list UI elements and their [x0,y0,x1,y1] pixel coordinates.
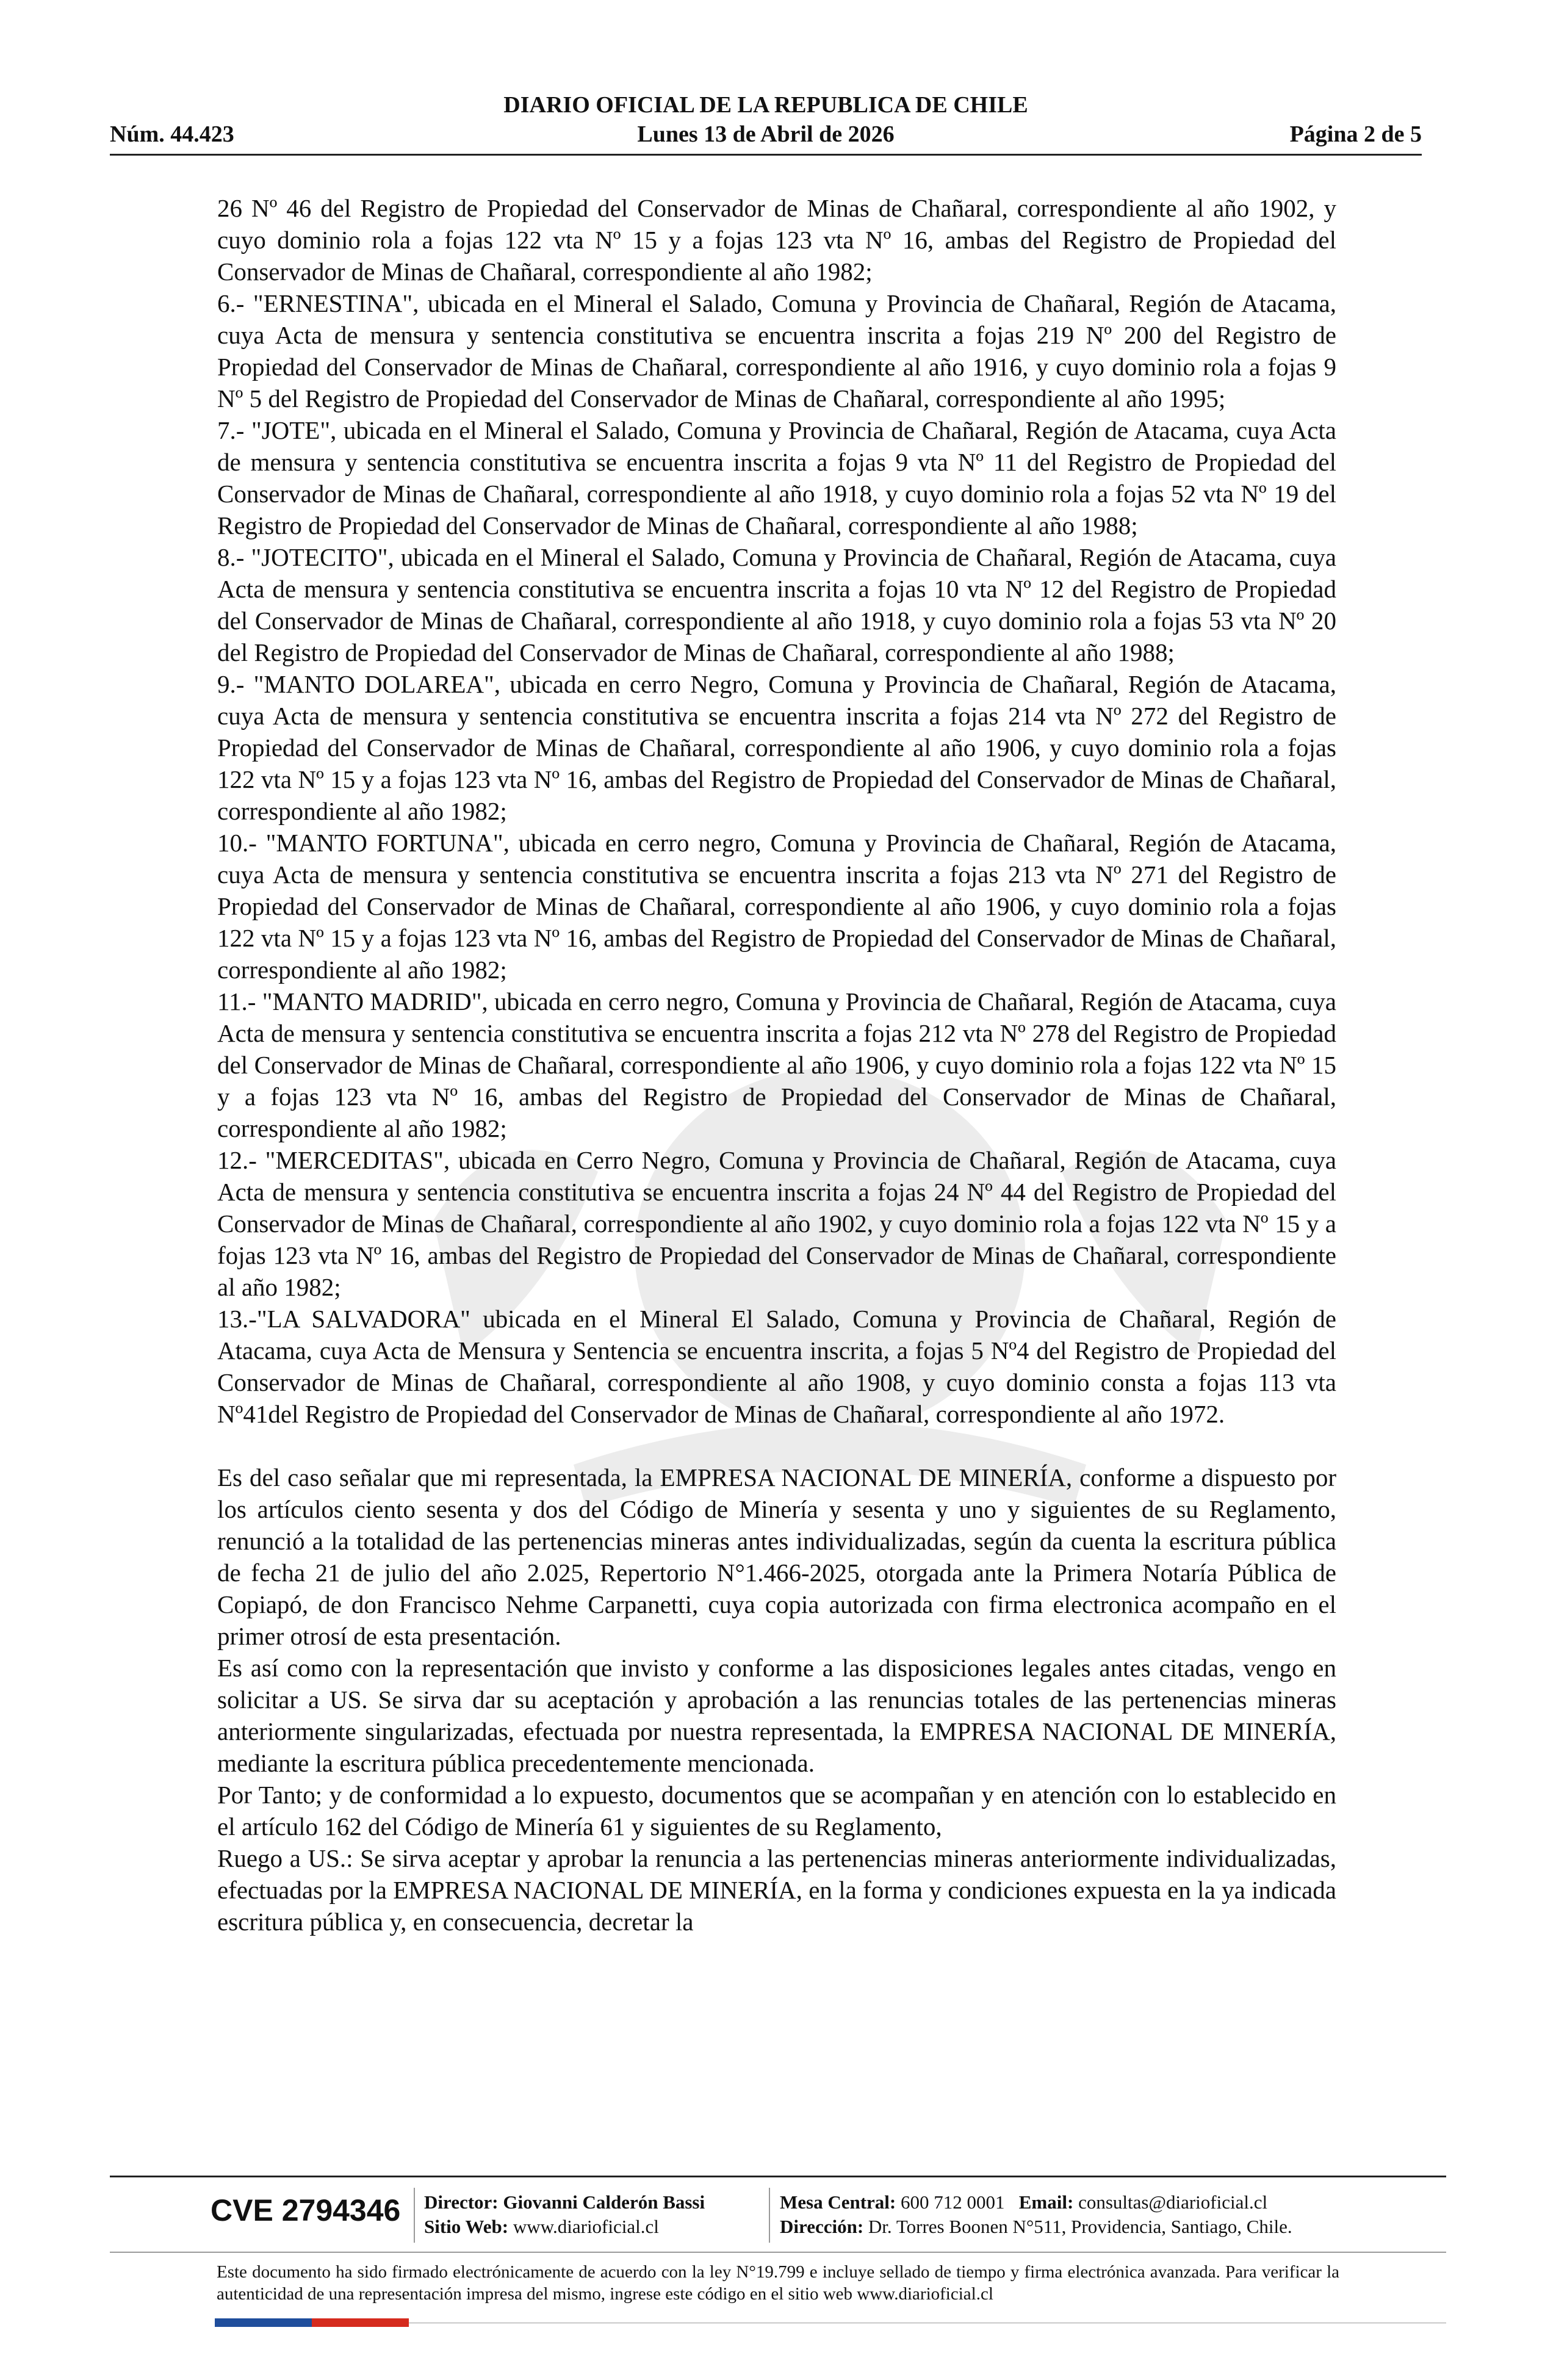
paragraph: Es del caso señalar que mi representada, la EMPRESA NACIONAL DE MINERÍA, conforme a dispuesto por los artículos ciento sesenta y dos del Código de Minería y sesenta y uno y siguientes de su Reglamento, renunció a la totalidad de las pertenencias mineras antes individualizadas, según da cuenta la escritura pública de fecha 21 de julio del año 2.025, Repertorio N°1.466-2025, otorgada ante la Primera Notaría Pública de Copiapó, de don Francisco Nehme Carpanetti, cuya copia autorizada con firma electronica acompaño en el primer otrosí de esta presentación. [217,1463,1336,1650]
page-footer [110,2176,1446,2334]
footer-separator [769,2188,770,2243]
address-label: Dirección: [780,2216,864,2237]
paragraph: Por Tanto; y de conformidad a lo expuesto, documentos que se acompañan y en atención con lo establecido en el artículo 162 del Código de Minería 61 y siguientes de su Reglamento, [217,1781,1336,1841]
header-divider [110,154,1422,156]
paragraph: 9.- "MANTO DOLAREA", ubicada en cerro Negro, Comuna y Provincia de Chañaral, Región de Atacama, cuya Acta de mensura y sentencia constitutiva se encuentra inscrita a fojas 214 vta Nº 272 del Registro de Propiedad del Conservador de Minas de Chañaral, correspondiente al año 1906, y cuyo dominio rola a fojas 122 vta Nº 15 y a fojas 123 vta Nº 16, ambas del Registro de Propiedad del Conservador de Minas de Chañaral, correspondiente al año 1982; [217,670,1336,825]
paragraph: 8.- "JOTECITO", ubicada en el Mineral el Salado, Comuna y Provincia de Chañaral, Región de Atacama, cuya Acta de mensura y sentencia constitutiva se encuentra inscrita a fojas 10 vta Nº 12 del Registro de Propiedad del Conservador de Minas de Chañaral, correspondiente al año 1918, y cuyo dominio rola a fojas 53 vta Nº 20 del Registro de Propiedad del Conservador de Minas de Chañaral, correspondiente al año 1988; [217,543,1336,666]
document-body [217,192,1336,1938]
footer-divider [110,2176,1446,2177]
mesa-phone: 600 712 0001 [901,2191,1005,2213]
director-name: Giovanni Calderón Bassi [503,2191,705,2213]
issue-date: Lunes 13 de Abril de 2026 [637,121,895,147]
cve-code: CVE 2794346 [211,2193,401,2227]
flag-stripe [215,2318,409,2327]
flag-blue-band [215,2318,312,2327]
paragraph: 10.- "MANTO FORTUNA", ubicada en cerro negro, Comuna y Provincia de Chañaral, Región de Atacama, cuya Acta de mensura y sentencia constitutiva se encuentra inscrita a fojas 213 vta Nº 271 del Registro de Propiedad del Conservador de Minas de Chañaral, correspondiente al año 1906, y cuyo dominio rola a fojas 122 vta Nº 15 y a fojas 123 vta Nº 16, ambas del Registro de Propiedad del Conservador de Minas de Chañaral, correspondiente al año 1982; [217,829,1336,984]
footer-director-block [424,2190,705,2239]
footer-contact-block [780,2190,1292,2239]
director-label: Director: [424,2191,499,2213]
paragraph: 12.- "MERCEDITAS", ubicada en Cerro Negro, Comuna y Provincia de Chañaral, Región de Atacama, cuya Acta de mensura y sentencia constitutiva se encuentra inscrita a fojas 24 Nº 44 del Registro de Propiedad del Conservador de Minas de Chañaral, correspondiente al año 1902, y cuyo dominio rola a fojas 122 vta Nº 15 y a fojas 123 vta Nº 16, ambas del Registro de Propiedad del Conservador de Minas de Chañaral, correspondiente al año 1982; [217,1146,1336,1301]
paragraph: 13.-"LA SALVADORA" ubicada en el Mineral El Salado, Comuna y Provincia de Chañaral, Región de Atacama, cuya Acta de Mensura y Sentencia se encuentra inscrita, a fojas 5 Nº4 del Registro de Propiedad del Conservador de Minas de Chañaral, correspondiente al año 1908, y cuyo dominio consta a fojas 113 vta Nº41del Registro de Propiedad del Conservador de Minas de Chañaral, correspondiente al año 1972. [217,1305,1336,1428]
paragraph: 7.- "JOTE", ubicada en el Mineral el Salado, Comuna y Provincia de Chañaral, Región de Atacama, cuya Acta de mensura y sentencia constitutiva se encuentra inscrita a fojas 9 vta Nº 11 del Registro de Propiedad del Conservador de Minas de Chañaral, correspondiente al año 1918, y cuyo dominio rola a fojas 52 vta Nº 19 del Registro de Propiedad del Conservador de Minas de Chañaral, correspondiente al año 1988; [217,416,1336,539]
address-value: Dr. Torres Boonen N°511, Providencia, Santiago, Chile. [868,2216,1292,2237]
issue-number: Núm. 44.423 [110,121,234,147]
web-label: Sitio Web: [424,2216,509,2237]
page-number: Página 2 de 5 [1289,121,1422,147]
paragraph-gap [217,1430,1336,1462]
flag-red-band [312,2318,409,2327]
web-link[interactable]: www.diarioficial.cl [513,2216,659,2237]
email-link[interactable]: consultas@diarioficial.cl [1078,2191,1268,2213]
mesa-label: Mesa Central: [780,2191,896,2213]
signature-notice: Este documento ha sido firmado electrónicamente de acuerdo con la ley N°19.799 e incluye sellado de tiempo y firma electrónica avanzada. Para verificar la autenticidad de una representación impresa del mismo, ingrese este código en el sitio web www.diarioficial.cl [217,2262,1339,2304]
paragraph: 26 Nº 46 del Registro de Propiedad del Conservador de Minas de Chañaral, correspondiente al año 1902, y cuyo dominio rola a fojas 122 vta Nº 15 y a fojas 123 vta Nº 16, ambas del Registro de Propiedad del Conservador de Minas de Chañaral, correspondiente al año 1982; [217,194,1336,286]
publication-title: DIARIO OFICIAL DE LA REPUBLICA DE CHILE [503,92,1028,118]
paragraph: 6.- "ERNESTINA", ubicada en el Mineral el Salado, Comuna y Provincia de Chañaral, Región de Atacama, cuya Acta de mensura y sentencia constitutiva se encuentra inscrita a fojas 219 Nº 200 del Registro de Propiedad del Conservador de Minas de Chañaral, correspondiente al año 1916, y cuyo dominio rola a fojas 9 Nº 5 del Registro de Propiedad del Conservador de Minas de Chañaral, correspondiente al año 1995; [217,289,1336,413]
paragraph: 11.- "MANTO MADRID", ubicada en cerro negro, Comuna y Provincia de Chañaral, Región de Atacama, cuya Acta de mensura y sentencia constitutiva se encuentra inscrita a fojas 212 vta Nº 278 del Registro de Propiedad del Conservador de Minas de Chañaral, correspondiente al año 1906, y cuyo dominio rola a fojas 122 vta Nº 15 y a fojas 123 vta Nº 16, ambas del Registro de Propiedad del Conservador de Minas de Chañaral, correspondiente al año 1982; [217,987,1336,1142]
paragraph: Ruego a US.: Se sirva aceptar y aprobar la renuncia a las pertenencias mineras anteriormente individualizadas, efectuadas por la EMPRESA NACIONAL DE MINERÍA, en la forma y condiciones expuesta en la ya indicada escritura pública y, en consecuencia, decretar la [217,1844,1336,1936]
footer-separator [414,2188,415,2243]
page-header [110,92,1422,159]
email-label: Email: [1018,2191,1074,2213]
paragraph: Es así como con la representación que invisto y conforme a las disposiciones legales antes citadas, vengo en solicitar a US. Se sirva dar su aceptación y aprobación a las renuncias totales de las pertenencias mineras anteriormente singularizadas, efectuada por nuestra representada, la EMPRESA NACIONAL DE MINERÍA, mediante la escritura pública precedentemente mencionada. [217,1654,1336,1777]
